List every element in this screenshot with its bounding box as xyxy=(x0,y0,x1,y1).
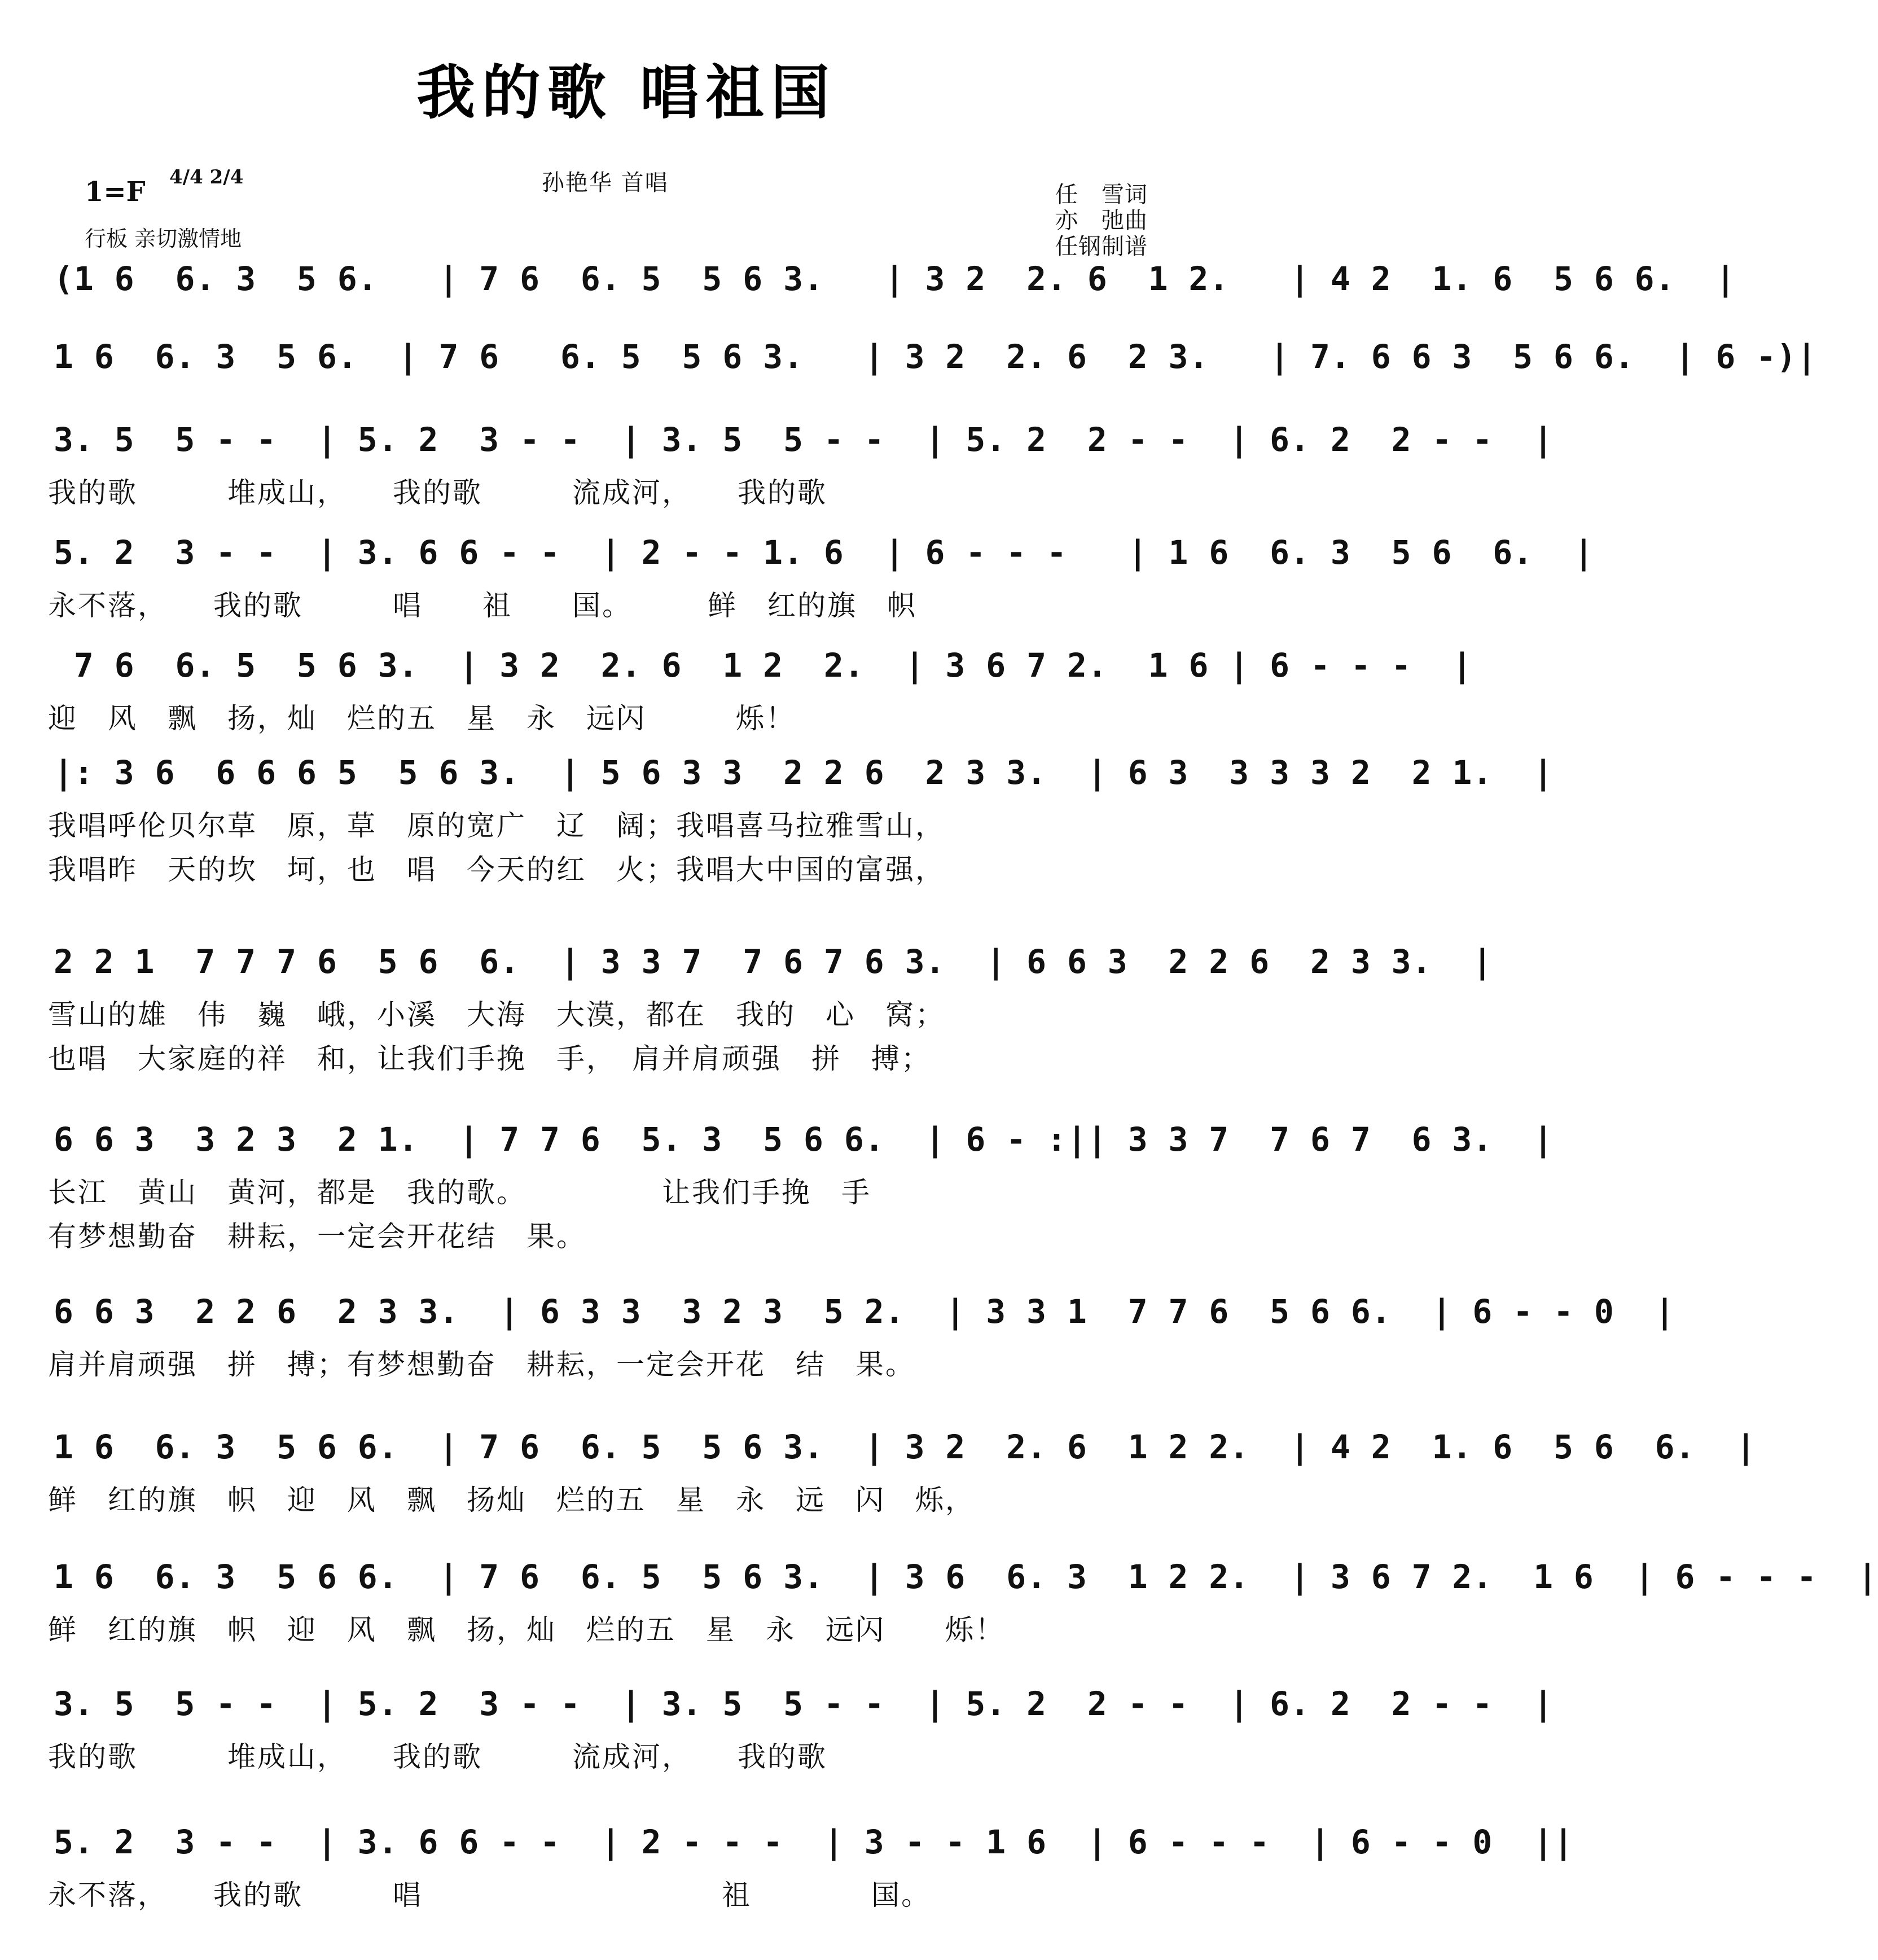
key-signature: 1=F xyxy=(85,176,146,208)
notation-line: 6 6 3 2 2 6 2 3 3. | 6 3 3 3 2 3 5 2. | 3 3 1 7 7 6 5 6 6. | 6 - - 0 | xyxy=(54,1292,1675,1331)
song-title: 我的歌 唱祖国 xyxy=(416,58,837,127)
lyric-line: 我唱昨 天的坎 坷，也 唱 今天的红 火；我唱大中国的富强， xyxy=(48,853,945,886)
lyric-line: 长江 黄山 黄河，都是 我的歌。 让我们手挽 手 xyxy=(48,1176,871,1209)
lyricist-credit: 任 雪词 xyxy=(1055,182,1148,208)
lyric-line: 我唱呼伦贝尔草 原，草 原的宽广 辽 阔；我唱喜马拉雅雪山， xyxy=(48,809,945,842)
time-signature xyxy=(169,166,243,188)
notation-line: 3. 5 5 - - | 5. 2 3 - - | 3. 5 5 - - | 5. 2 2 - - | 6. 2 2 - - | xyxy=(54,1685,1554,1723)
notation-line: |: 3 6 6 6 6 5 5 6 3. | 5 6 3 3 2 2 6 2 3 3. | 6 3 3 3 3 2 2 1. | xyxy=(54,753,1554,792)
lyric-line: 迎 风 飘 扬，灿 烂的五 星 永 远闪 烁！ xyxy=(48,702,796,735)
notation-line: 1 6 6. 3 5 6. | 7 6 6. 5 5 6 3. | 3 2 2. 6 2 3. | 7. 6 6 3 5 6 6. | 6 -)| xyxy=(54,337,1817,376)
notation-line: (1 6 6. 3 5 6. | 7 6 6. 5 5 6 3. | 3 2 2. 6 1 2. | 4 2 1. 6 5 6 6. | xyxy=(54,260,1736,298)
lyric-line: 我的歌 堆成山， 我的歌 流成河， 我的歌 xyxy=(48,476,827,509)
meter-b: 2/4 xyxy=(209,166,244,188)
lyric-line: 鲜 红的旗 帜 迎 风 飘 扬，灿 烂的五 星 永 远闪 烁！ xyxy=(48,1613,1005,1646)
lyric-line: 我的歌 堆成山， 我的歌 流成河， 我的歌 xyxy=(48,1740,827,1773)
meter-a: 4/4 xyxy=(169,166,203,188)
lyric-line: 永不落， 我的歌 唱 祖 国。 鲜 红的旗 帜 xyxy=(48,589,917,622)
lyric-line: 雪山的雄 伟 巍 峨，小溪 大海 大漠，都在 我的 心 窝； xyxy=(48,998,945,1031)
notation-line: 1 6 6. 3 5 6 6. | 7 6 6. 5 5 6 3. | 3 6 6. 3 1 2 2. | 3 6 7 2. 1 6 | 6 - - - | xyxy=(54,1558,1878,1596)
notation-line: 2 2 1 7 7 7 6 5 6 6. | 3 3 7 7 6 7 6 3. | 6 6 3 2 2 6 2 3 3. | xyxy=(54,942,1493,981)
composer-credit: 亦 弛曲 xyxy=(1055,208,1148,234)
lyric-line: 永不落， 我的歌 唱 祖 国。 xyxy=(48,1879,931,1911)
singer-credit: 孙艳华 首唱 xyxy=(542,170,669,196)
lyric-line: 也唱 大家庭的祥 和，让我们手挽 手， 肩并肩顽强 拼 搏； xyxy=(48,1042,931,1075)
author-credits xyxy=(1055,182,1148,260)
notation-line: 5. 2 3 - - | 3. 6 6 - - | 2 - - - | 3 - - 1 6 | 6 - - - | 6 - - 0 || xyxy=(54,1823,1574,1861)
tempo-marking: 行板 亲切激情地 xyxy=(85,226,242,251)
notation-line: 7 6 6. 5 5 6 3. | 3 2 2. 6 1 2 2. | 3 6 7 2. 1 6 | 6 - - - | xyxy=(54,646,1473,685)
notation-line: 3. 5 5 - - | 5. 2 3 - - | 3. 5 5 - - | 5. 2 2 - - | 6. 2 2 - - | xyxy=(54,420,1554,459)
notation-line: 1 6 6. 3 5 6 6. | 7 6 6. 5 5 6 3. | 3 2 2. 6 1 2 2. | 4 2 1. 6 5 6 6. | xyxy=(54,1428,1757,1466)
notation-line: 5. 2 3 - - | 3. 6 6 - - | 2 - - 1. 6 | 6 - - - | 1 6 6. 3 5 6 6. | xyxy=(54,533,1594,572)
arranger-credit: 任钢制谱 xyxy=(1055,234,1148,260)
lyric-line: 鲜 红的旗 帜 迎 风 飘 扬灿 烂的五 星 永 远 闪 烁， xyxy=(48,1484,975,1516)
lyric-line: 肩并肩顽强 拼 搏；有梦想勤奋 耕耘，一定会开花 结 果。 xyxy=(48,1348,915,1381)
notation-line: 6 6 3 3 2 3 2 1. | 7 7 6 5. 3 5 6 6. | 6 - :|| 3 3 7 7 6 7 6 3. | xyxy=(54,1120,1554,1159)
lyric-line: 有梦想勤奋 耕耘，一定会开花结 果。 xyxy=(48,1220,586,1253)
